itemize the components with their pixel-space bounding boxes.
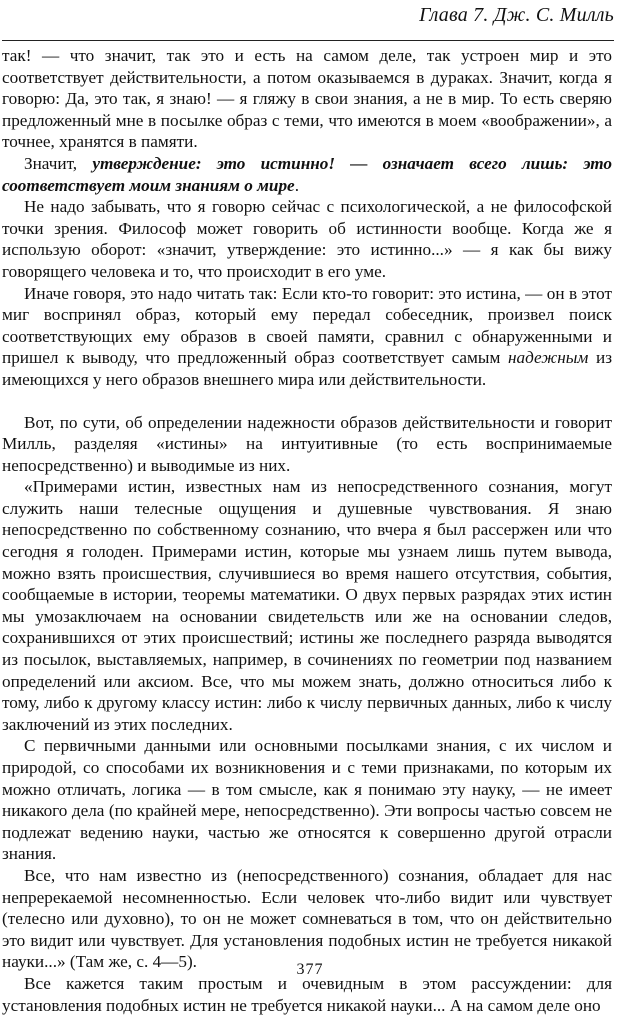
paragraph-1: так! — что значит, так это и есть на самом деле, так устроен мир и это соответствует действительности, а потом оказываемся в дураках. Значит, когда я говорю: Да, это так, я знаю! — я гляжу в свои знания, а не в мир. То есть сверяю предложенный мне в посылке образ с теми, что имеются в моем «воображении», а точнее, хранятся в памяти. xyxy=(2,46,612,152)
paragraph-4 xyxy=(2,283,612,391)
paragraph-4-italic: надежным xyxy=(508,348,589,368)
running-title: Глава 7. Дж. С. Милль xyxy=(419,4,614,26)
paragraph-4-text: Иначе говоря, это надо читать так: Если кто-то говорит: это истина, — он в этот миг воспринял образ, который ему передал собеседник, произвел поиск соответствующих ему образов в своей памяти, сравнил с обнаруженными и пришел к выводу, что предложенный образ соответствует самым xyxy=(2,283,612,368)
paragraph-7-quote: С первичными данными или основными посылками знания, с их числом и природой, со способами их возникновения и с теми признаками, по которым их можно отличать, логика — в том смысле, как я понимаю эту науку, — не имеет никакого дела (по крайней мере, непосредственно). Эти вопросы частью совсем не подлежат ведению науки, частью же относятся к совершенно другой отрасли знания. xyxy=(2,736,612,864)
paragraph-8-quote: Все, что нам известно из (непосредственного) сознания, обладает для нас непререкаемой несомненностью. Если человек что-либо видит или чувствует (телесно или духовно), то он не может сомневаться в том, что он действительно это видит или чувствует. Для установления подобных истин не требуется никакой науки...» (Там же, с. 4—5). xyxy=(2,865,612,972)
paragraph-3: Не надо забывать, что я говорю сейчас с психологической, а не философской точки зрения. Философ может говорить об истинности вообще. Когда же я использую оборот: «значит, утверждение: это истинно...» — я как бы вижу говорящего человека и то, что происходит в его уме. xyxy=(2,197,612,281)
page-number: 377 xyxy=(296,961,324,978)
paragraph-9: Все кажется таким простым и очевидным в этом рассуждении: для установления подобных истин не требуется никакой науки... А на самом деле оно xyxy=(2,973,612,1015)
paragraph-6-quote: «Примерами истин, известных нам из непосредственного сознания, могут служить наши телесные ощущения и душевные чувствования. Я знаю непосредственно по собственному сознанию, что вчера я был рассержен или что сегодня я голоден. Примерами истин, которые мы узнаем лишь путем вывода, можно взять происшествия, случившиеся во время нашего отсутствия, события, сообщаемые в истории, теоремы математики. О двух первых разрядах этих истин мы умозаключаем на основании свидетельств или же на основании следов, сохранившихся от этих происшествий; истины же последнего разряда выводятся из посылок, выставляемых, например, в сочинениях по геометрии под названием определений или аксиом. Все, что мы можем знать, должно относиться либо к тому, либо к другому классу истин: либо к числу первичных данных, либо к числу заключений из этих последних. xyxy=(2,477,612,734)
page-body xyxy=(2,45,612,1016)
paragraph-2-emphasis: утверждение: это истинно! — означает всего лишь: это соответствует моим знаниям о мире xyxy=(2,153,612,195)
paragraph-2-end: . xyxy=(294,175,299,195)
paragraph-2 xyxy=(2,153,612,196)
paragraph-5: Вот, по сути, об определении надежности образов действительности и говорит Милль, разделяя «истины» на интуитивные (то есть воспринимаемые непосредственно) и выводимые из них. xyxy=(2,412,612,475)
running-header xyxy=(2,0,614,41)
paragraph-2-lead: Значит, xyxy=(24,153,93,173)
paragraph-4-end: из имеющихся у него образов внешнего мира или действительности. xyxy=(2,348,612,389)
